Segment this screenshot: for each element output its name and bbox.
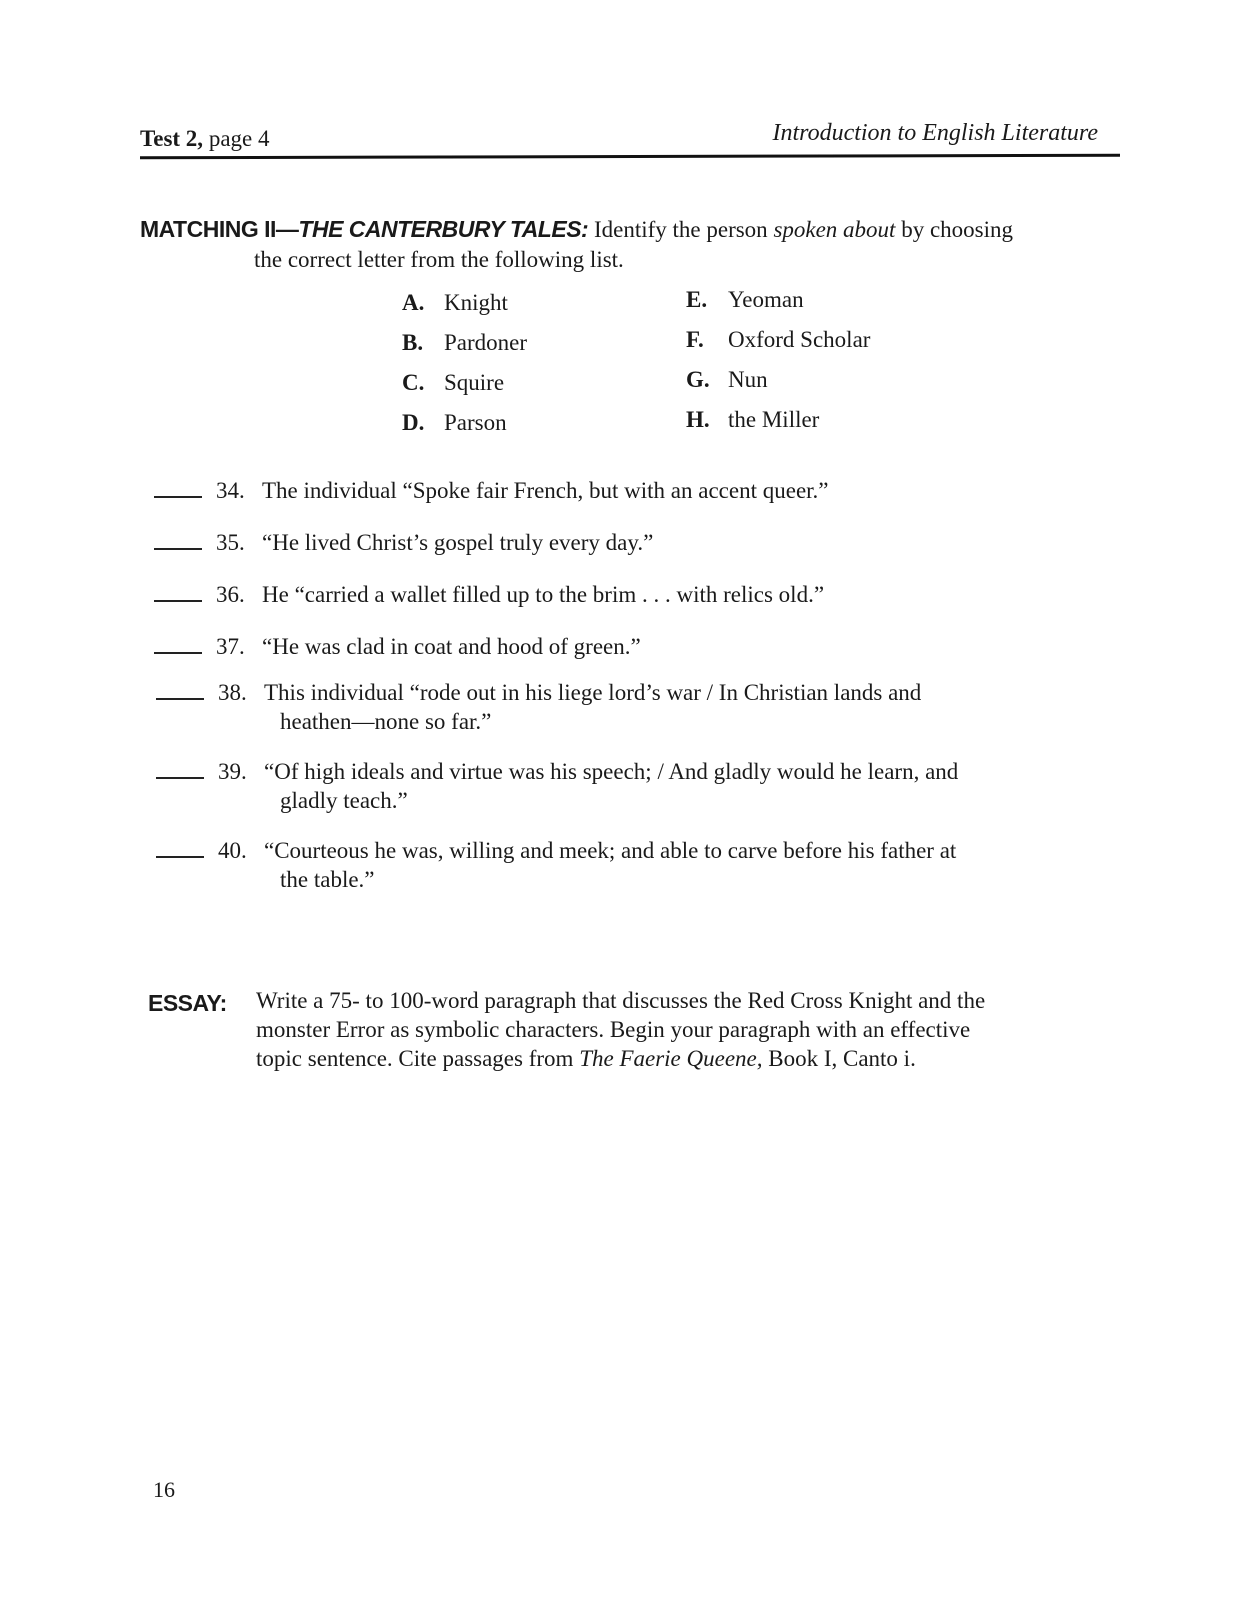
essay-line: monster Error as symbolic characters. Begin your paragraph with an effective (256, 1017, 971, 1042)
answer-blank[interactable] (154, 548, 202, 550)
option-letter: A. (402, 290, 425, 315)
option-item (402, 290, 508, 316)
option-name: Oxford Scholar (728, 327, 871, 352)
answer-blank[interactable] (154, 600, 202, 602)
question-number: 36. (216, 582, 245, 607)
question-item (156, 676, 921, 738)
question-number: 35. (216, 530, 245, 555)
option-item (686, 367, 768, 393)
option-item (402, 410, 507, 436)
question-text: “Courteous he was, willing and meek; and able to carve before his father at (264, 838, 957, 863)
course-title: Introduction to English Literature (772, 120, 1098, 146)
option-letter: B. (402, 330, 424, 355)
question-text-cont: heathen—none so far.” (280, 709, 492, 734)
question-text: “He was clad in coat and hood of green.” (262, 634, 641, 659)
option-item (402, 370, 504, 396)
question-text-cont: the table.” (280, 867, 375, 892)
option-letter: C. (402, 370, 425, 395)
question-text: “He lived Christ’s gospel truly every day.” (262, 530, 654, 555)
instructions-emphasis: spoken about (773, 217, 896, 242)
question-number: 40. (218, 838, 247, 863)
question-item (154, 526, 653, 559)
question-number: 38. (218, 680, 247, 705)
option-item (686, 287, 804, 313)
question-number: 34. (216, 478, 245, 503)
instructions-line2: the correct letter from the following list. (254, 247, 624, 272)
instructions-end: by choosing (895, 217, 1014, 242)
essay-text: Book I, Canto i. (762, 1046, 916, 1071)
essay-label: ESSAY: (148, 990, 227, 1016)
option-name: the Miller (728, 407, 820, 432)
essay-line (256, 1044, 985, 1073)
option-name: Knight (444, 290, 508, 315)
answer-blank[interactable] (156, 856, 204, 858)
essay-line: Write a 75- to 100-word paragraph that discusses the Red Cross Knight and the (256, 988, 986, 1013)
answer-blank[interactable] (156, 698, 204, 700)
question-item (154, 474, 829, 507)
question-number: 39. (218, 759, 247, 784)
question-text-cont: gladly teach.” (280, 788, 408, 813)
question-text: He “carried a wallet filled up to the brim . . . with relics old.” (262, 582, 825, 607)
question-item (156, 834, 956, 896)
option-letter: D. (402, 410, 425, 435)
page-number: 16 (153, 1477, 175, 1502)
work-title: The Faerie Queene, (579, 1046, 763, 1071)
option-item (686, 407, 819, 433)
option-name: Nun (728, 367, 768, 392)
answer-blank[interactable] (154, 652, 202, 654)
option-name: Squire (444, 370, 505, 395)
answer-blank[interactable] (154, 496, 202, 498)
answer-blank[interactable] (156, 777, 204, 779)
question-text: The individual “Spoke fair French, but with an accent queer.” (262, 478, 829, 503)
matching-heading (140, 216, 1013, 243)
essay-text: topic sentence. Cite passages from (256, 1046, 580, 1071)
option-name: Yeoman (728, 287, 804, 312)
header-rule (140, 154, 1120, 160)
question-item (154, 630, 641, 663)
header-test-page (140, 126, 269, 152)
instructions: Identify the person (588, 217, 774, 242)
option-name: Pardoner (444, 330, 528, 355)
page-label: page 4 (203, 126, 270, 151)
section-title: THE CANTERBURY TALES: (298, 216, 589, 242)
question-item (154, 578, 824, 611)
question-text: “Of high ideals and virtue was his speech; / And gladly would he learn, and (264, 759, 959, 784)
option-item (686, 327, 870, 353)
section-label: MATCHING II— (140, 216, 299, 242)
option-item (402, 330, 527, 356)
option-letter: E. (686, 287, 708, 312)
option-name: Parson (444, 410, 507, 435)
option-letter: H. (686, 407, 710, 432)
option-letter: F. (686, 327, 704, 352)
essay-prompt (256, 986, 985, 1073)
test-number: Test 2, (140, 126, 204, 151)
question-number: 37. (216, 634, 245, 659)
question-text: This individual “rode out in his liege lord’s war / In Christian lands and (264, 680, 922, 705)
option-letter: G. (686, 367, 710, 392)
question-item (156, 755, 958, 817)
